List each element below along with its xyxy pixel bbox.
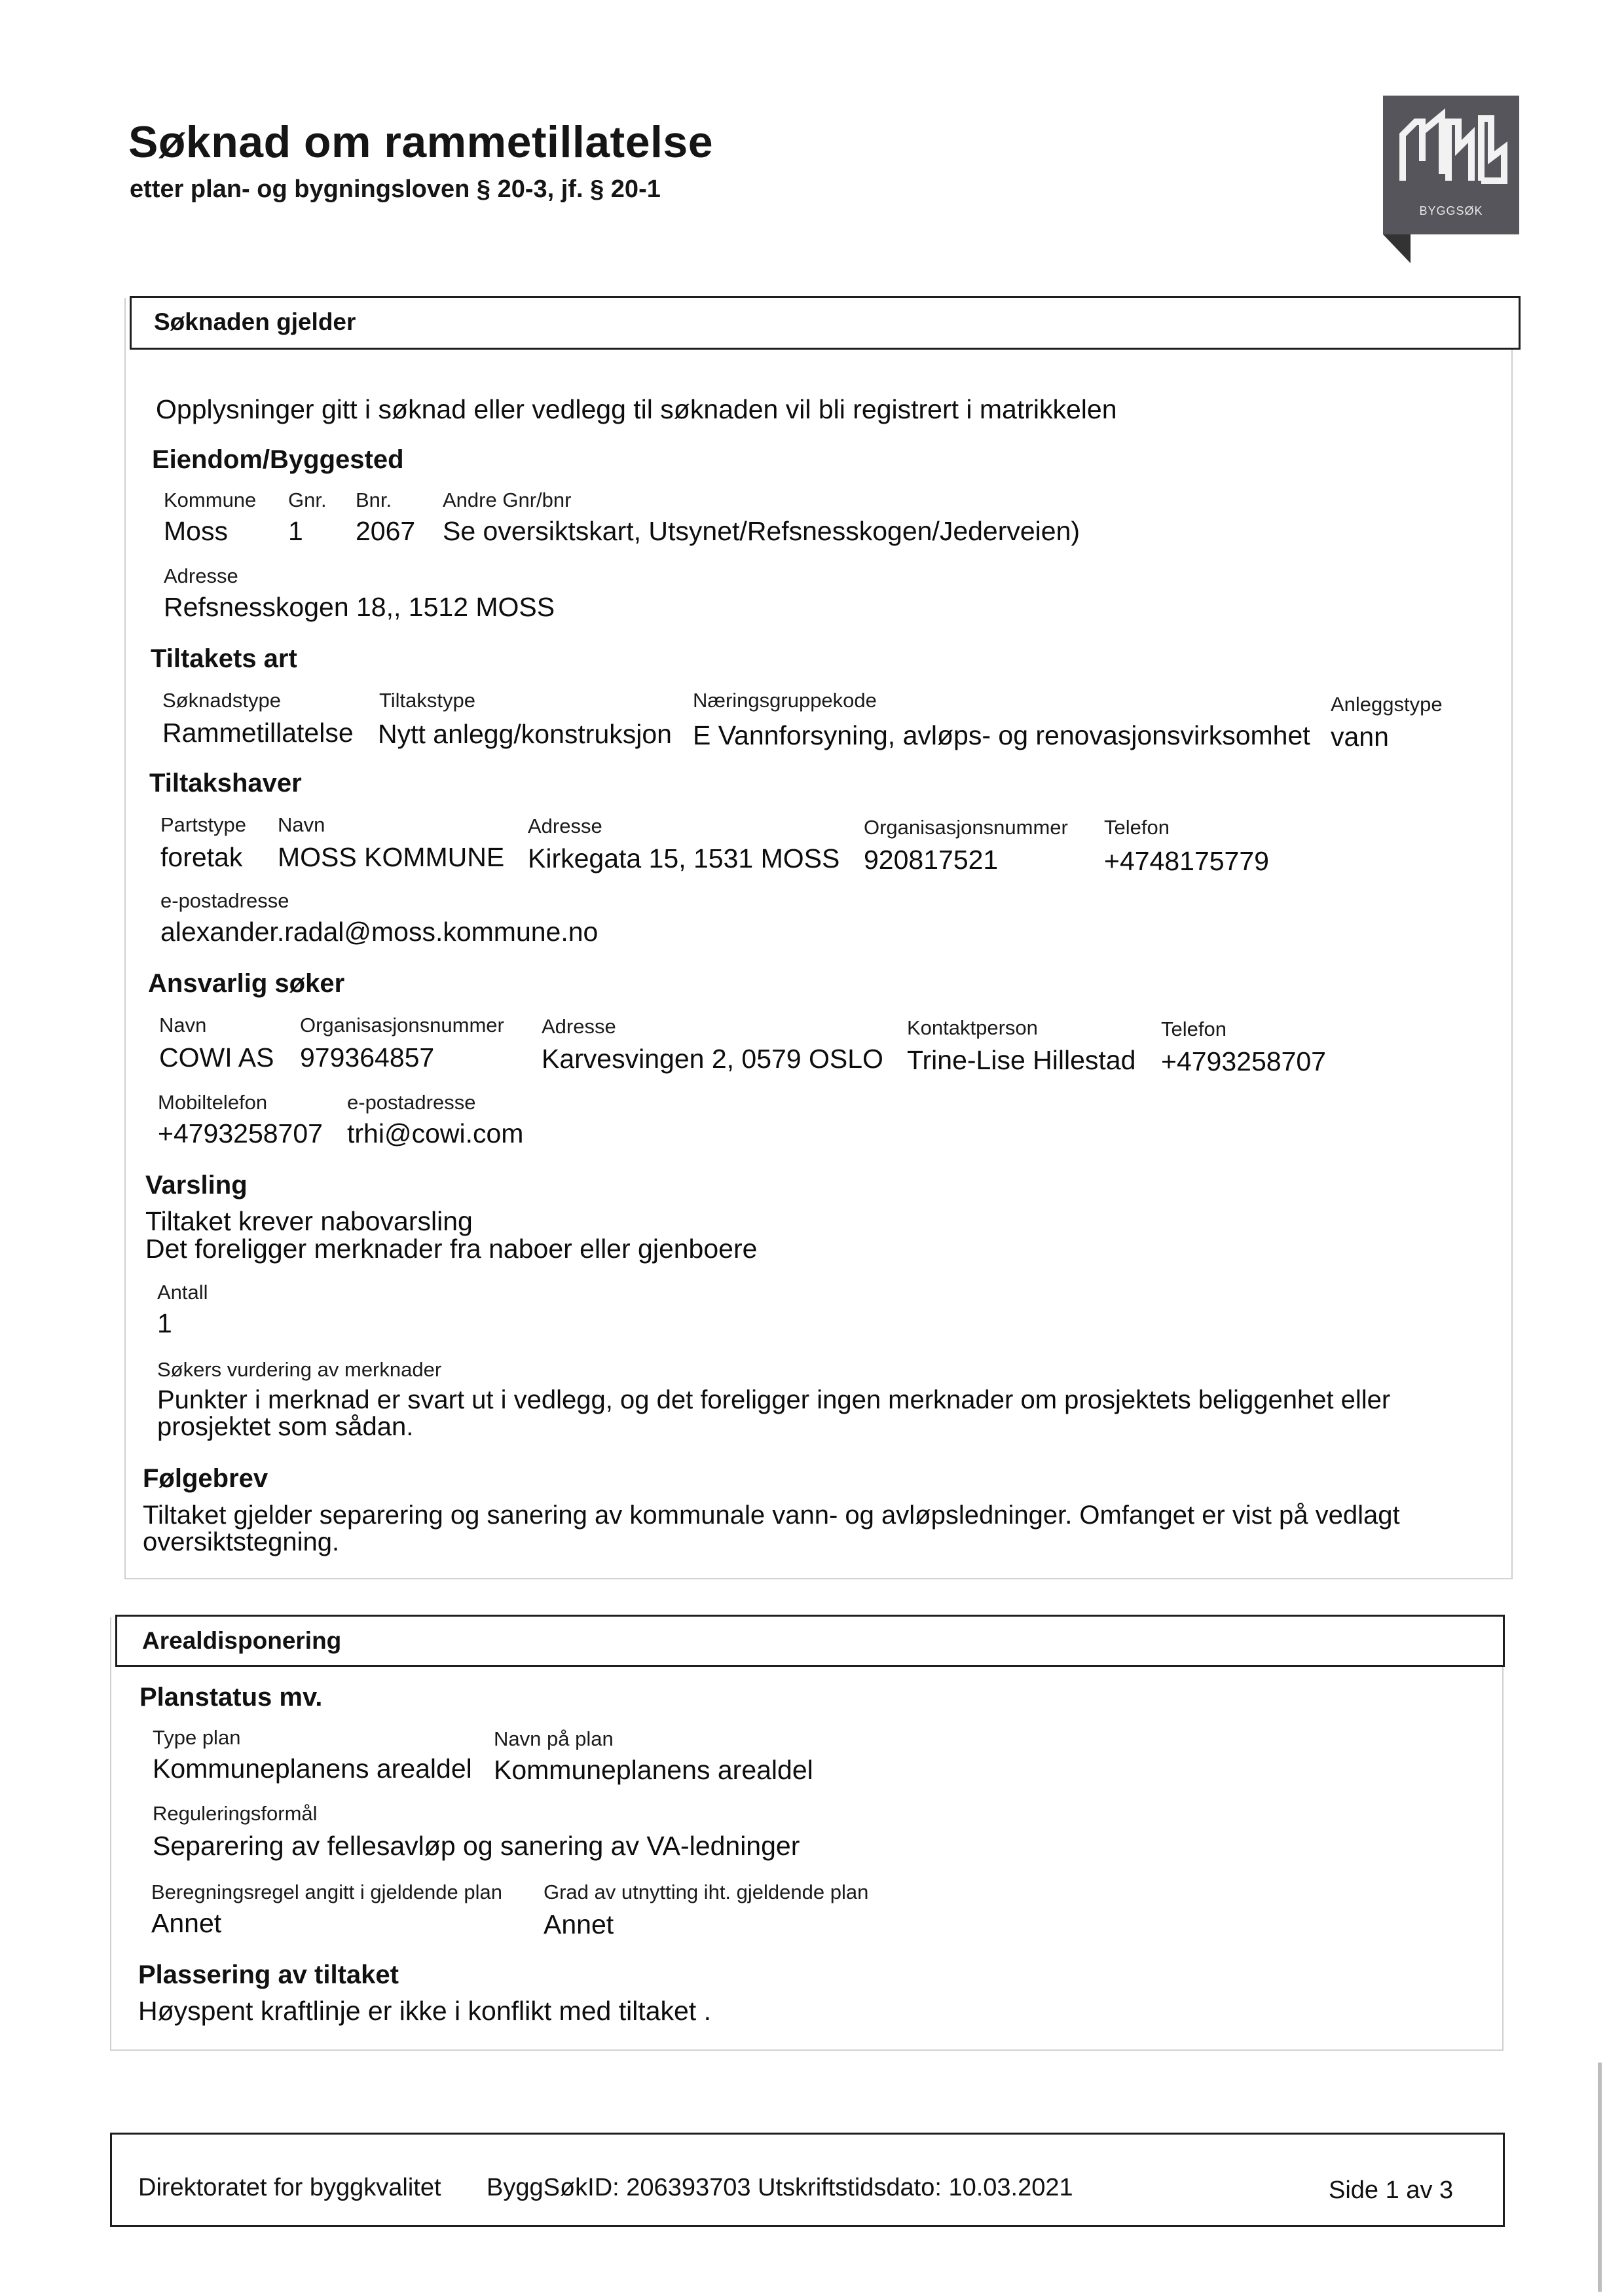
partstype-value: foretak: [160, 842, 243, 872]
grad-utnytting-value: Annet: [544, 1909, 614, 1939]
reguleringsformal-label: Reguleringsformål: [153, 1802, 318, 1825]
gnr-value: 1: [288, 516, 303, 546]
footer-organization: Direktoratet for byggkvalitet: [138, 2174, 441, 2201]
intro-text: Opplysninger gitt i søknad eller vedlegg til søknaden vil bli registrert i matrikkelen: [156, 394, 1117, 424]
kontaktperson-value: Trine-Lise Hillestad: [907, 1045, 1136, 1075]
plassering-value: Høyspent kraftlinje er ikke i konflikt med tiltaket .: [138, 1996, 711, 2026]
byggsok-logo: [1383, 96, 1519, 234]
andre-gnrbnr-label: Andre Gnr/bnr: [443, 488, 572, 511]
ansvarlig-epost-label: e-postadresse: [347, 1091, 476, 1114]
mobiltelefon-value: +4793258707: [158, 1118, 323, 1148]
anleggstype-value: vann: [1331, 722, 1389, 752]
page-footer: [110, 2133, 1505, 2227]
ansvarlig-adresse-label: Adresse: [542, 1015, 616, 1038]
tiltakshaver-epost-label: e-postadresse: [160, 889, 289, 912]
anleggstype-label: Anleggstype: [1331, 693, 1443, 716]
vurdering-text: Punkter i merknad er svart ut i vedlegg, og det foreligger ingen merknader om prosjektets beliggenhet eller prosjektet som sådan.: [157, 1386, 1391, 1441]
tiltakshaver-adresse-value: Kirkegata 15, 1531 MOSS: [528, 843, 840, 873]
ansvarlig-org-label: Organisasjonsnummer: [300, 1014, 504, 1037]
adresse-label: Adresse: [164, 564, 238, 587]
tiltakets-art-heading: Tiltakets art: [151, 644, 297, 673]
navn-plan-value: Kommuneplanens arealdel: [494, 1755, 813, 1785]
bnr-label: Bnr.: [356, 488, 392, 511]
beregningsregel-label: Beregningsregel angitt i gjeldende plan: [151, 1881, 503, 1903]
ansvarlig-epost-value: trhi@cowi.com: [347, 1118, 524, 1148]
arealdisponering-section-header: [115, 1615, 1505, 1667]
ansvarlig-navn-value: COWI AS: [159, 1042, 274, 1073]
naeringsgruppekode-label: Næringsgruppekode: [693, 689, 877, 712]
antall-label: Antall: [157, 1281, 208, 1304]
tiltakshaver-org-label: Organisasjonsnummer: [864, 816, 1068, 839]
vurdering-label: Søkers vurdering av merknader: [157, 1358, 442, 1381]
ansvarlig-navn-label: Navn: [159, 1014, 207, 1037]
tiltakshaver-epost-value: alexander.radal@moss.kommune.no: [160, 917, 599, 947]
page-subtitle: etter plan- og bygningsloven § 20-3, jf. § 20-1: [130, 175, 661, 203]
gnr-label: Gnr.: [288, 488, 327, 511]
footer-document-id: ByggSøkID: 206393703 Utskriftstidsdato: 10.03.2021: [487, 2174, 1073, 2201]
varsling-heading: Varsling: [145, 1171, 248, 1200]
page-title: Søknad om rammetillatelse: [128, 117, 714, 167]
tiltakshaver-navn-value: MOSS KOMMUNE: [278, 842, 505, 872]
tiltakshaver-navn-label: Navn: [278, 813, 325, 836]
folgebrev-text: Tiltaket gjelder separering og sanering av kommunale vann- og avløpsledninger. Omfanget er vist på vedlagt oversiktstegning.: [143, 1501, 1400, 1556]
tiltakshaver-telefon-label: Telefon: [1104, 816, 1170, 839]
logo-tail-icon: [1383, 234, 1429, 267]
eiendom-heading: Eiendom/Byggested: [152, 445, 404, 474]
ansvarlig-soker-heading: Ansvarlig søker: [148, 969, 345, 998]
soknadstype-label: Søknadstype: [162, 689, 281, 712]
ansvarlig-telefon-value: +4793258707: [1161, 1046, 1326, 1076]
naeringsgruppekode-value: E Vannforsyning, avløps- og renovasjonsvirksomhet: [693, 720, 1310, 750]
tiltakshaver-telefon-value: +4748175779: [1104, 846, 1269, 876]
kontaktperson-label: Kontaktperson: [907, 1016, 1038, 1039]
arealdisponering-heading: Arealdisponering: [142, 1627, 342, 1654]
tiltakshaver-adresse-label: Adresse: [528, 815, 602, 837]
beregningsregel-value: Annet: [151, 1908, 222, 1938]
soknaden-heading: Søknaden gjelder: [154, 308, 356, 335]
scan-edge-shadow: [1598, 2063, 1602, 2292]
logo-label: BYGGSØK: [1419, 204, 1483, 217]
reguleringsformal-value: Separering av fellesavløp og sanering av VA-ledninger: [153, 1831, 800, 1861]
kommune-label: Kommune: [164, 488, 257, 511]
mobiltelefon-label: Mobiltelefon: [158, 1091, 268, 1114]
ansvarlig-telefon-label: Telefon: [1161, 1018, 1227, 1040]
plassering-heading: Plassering av tiltaket: [138, 1960, 399, 1989]
varsling-line-1: Tiltaket krever nabovarsling: [145, 1206, 473, 1236]
ansvarlig-adresse-value: Karvesvingen 2, 0579 OSLO: [542, 1044, 883, 1074]
andre-gnrbnr-value: Se oversiktskart, Utsynet/Refsnesskogen/Jederveien): [443, 516, 1080, 546]
tiltakstype-label: Tiltakstype: [379, 689, 476, 712]
ansvarlig-org-value: 979364857: [300, 1042, 435, 1073]
soknaden-section-header: [130, 296, 1521, 350]
partstype-label: Partstype: [160, 813, 246, 836]
footer-page-number: Side 1 av 3: [1329, 2176, 1454, 2204]
byggsok-logo-icon: [1383, 96, 1519, 200]
planstatus-heading: Planstatus mv.: [139, 1683, 323, 1712]
varsling-line-2: Det foreligger merknader fra naboer eller gjenboere: [145, 1234, 758, 1264]
type-plan-value: Kommuneplanens arealdel: [153, 1753, 472, 1784]
bnr-value: 2067: [356, 516, 416, 546]
adresse-value: Refsnesskogen 18,, 1512 MOSS: [164, 592, 555, 622]
tiltakshaver-org-value: 920817521: [864, 845, 999, 875]
tiltakstype-value: Nytt anlegg/konstruksjon: [378, 719, 672, 749]
folgebrev-heading: Følgebrev: [143, 1464, 268, 1493]
grad-utnytting-label: Grad av utnytting iht. gjeldende plan: [544, 1881, 869, 1903]
soknadstype-value: Rammetillatelse: [162, 718, 354, 748]
antall-value: 1: [157, 1308, 172, 1338]
tiltakshaver-heading: Tiltakshaver: [149, 769, 302, 798]
navn-plan-label: Navn på plan: [494, 1727, 614, 1750]
kommune-value: Moss: [164, 516, 228, 546]
type-plan-label: Type plan: [153, 1726, 241, 1749]
